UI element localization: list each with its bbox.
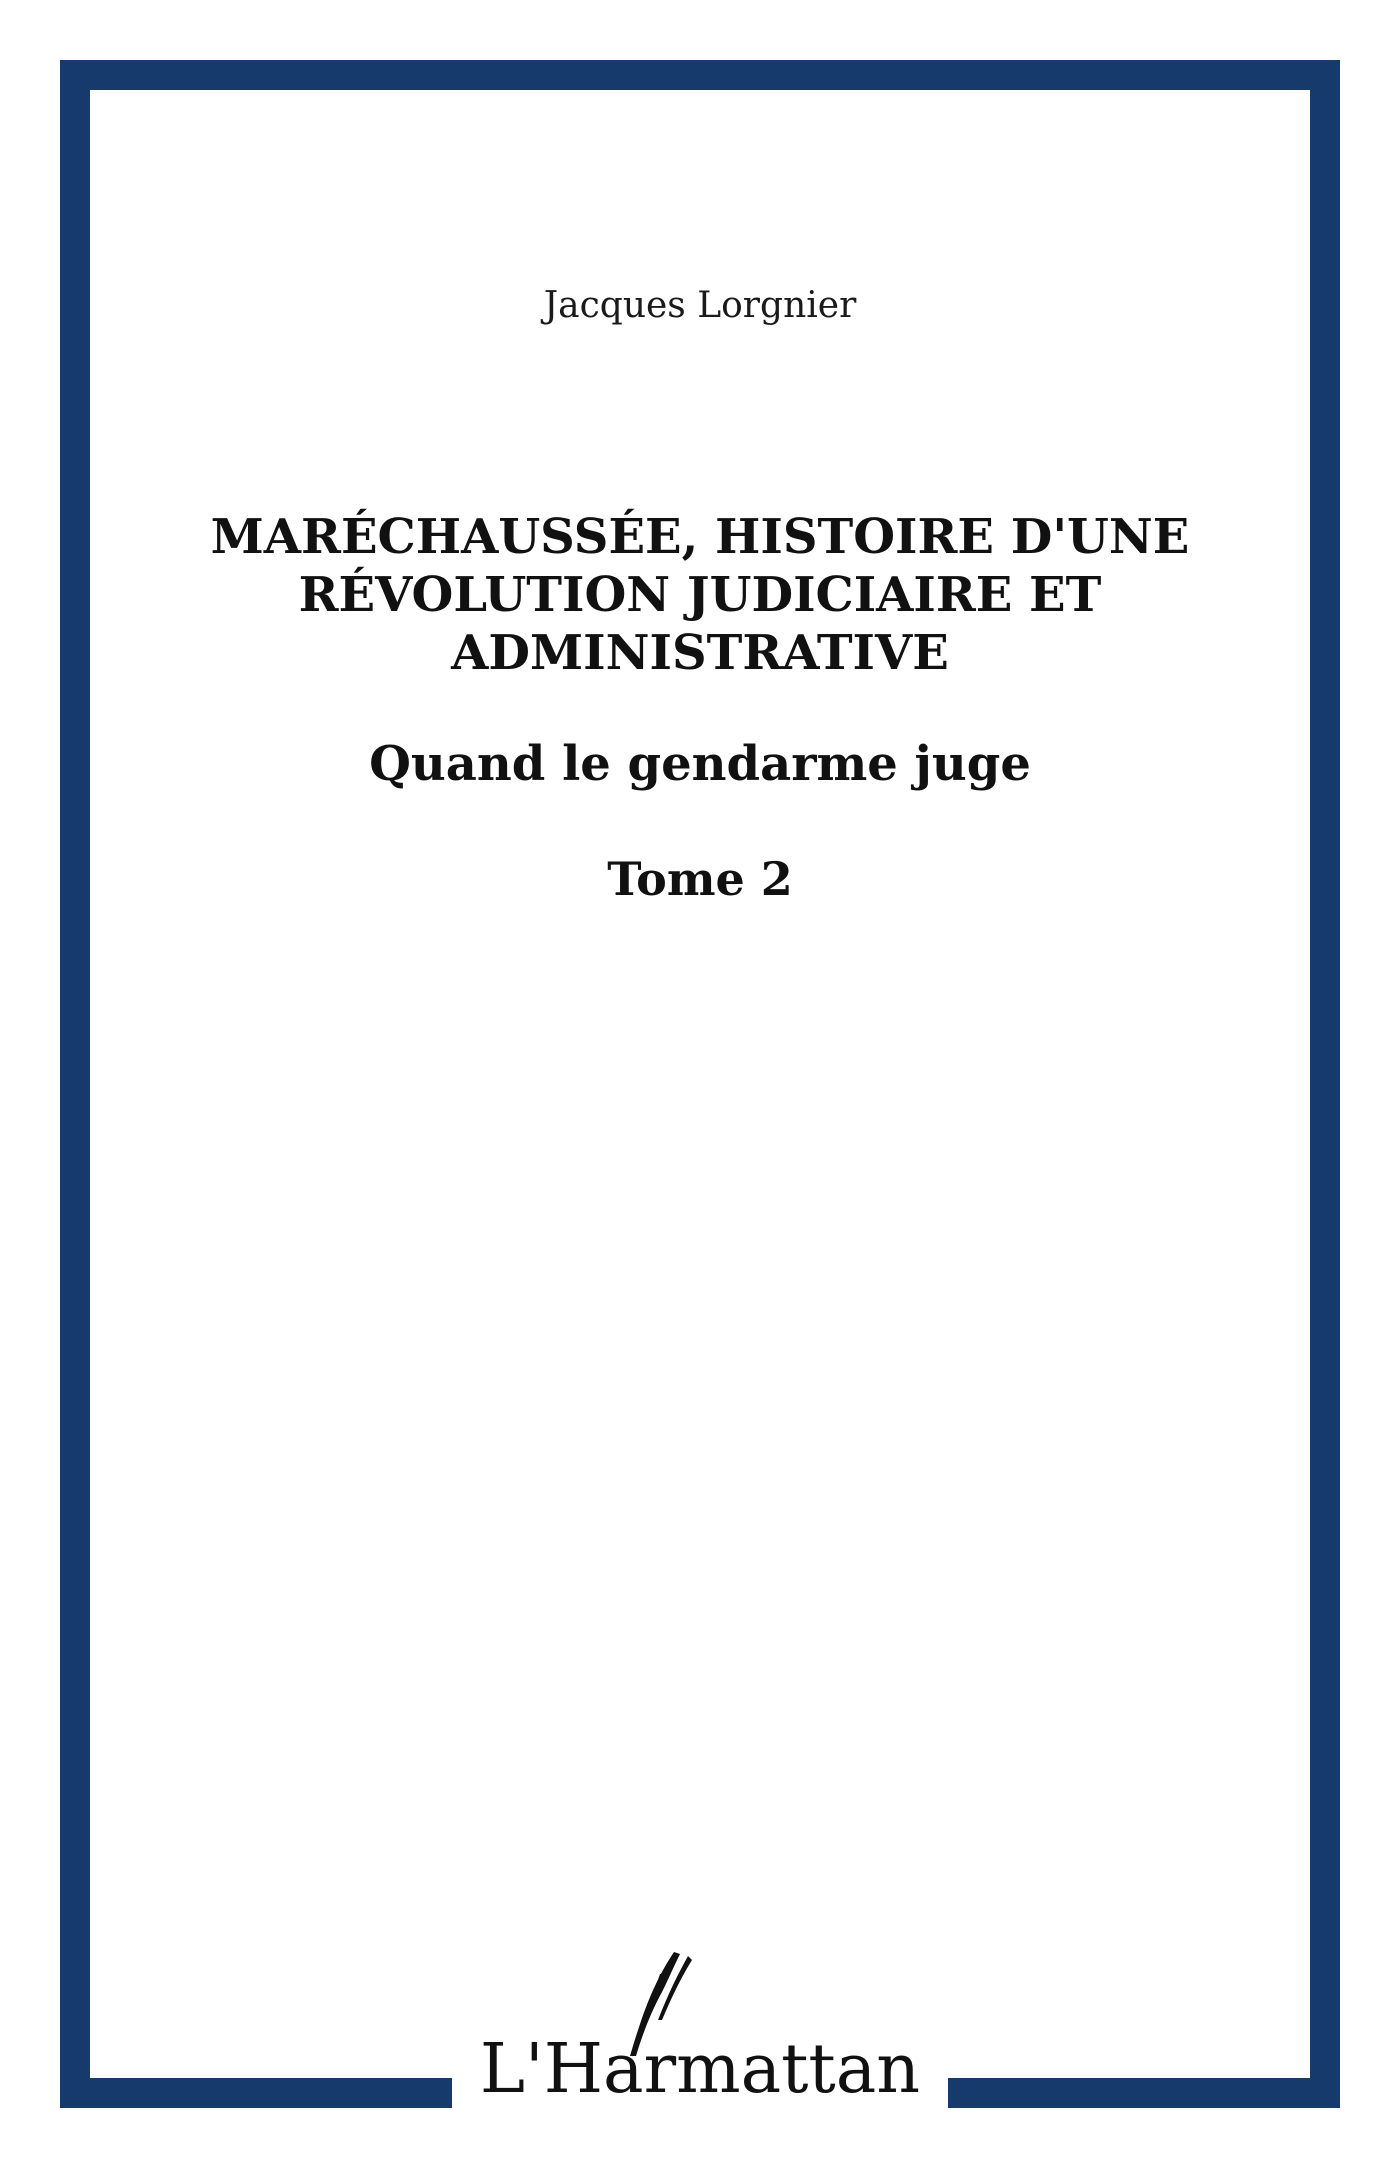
frame-bottom-left-border [60, 2078, 452, 2108]
author-name: Jacques Lorgnier [543, 285, 857, 326]
publisher-name: L'Harmattan [479, 2030, 921, 2109]
volume-label: Tome 2 [607, 852, 793, 906]
frame-bottom-right-border [948, 2078, 1340, 2108]
book-title [160, 508, 1240, 682]
book-title-line-2: RÉVOLUTION JUDICIAIRE ET [298, 567, 1102, 623]
book-title-line-1: MARÉCHAUSSÉE, HISTOIRE D'UNE [210, 509, 1190, 565]
book-title-line-3: ADMINISTRATIVE [451, 625, 949, 681]
publisher-logo [460, 1950, 940, 2110]
book-subtitle: Quand le gendarme juge [369, 736, 1031, 792]
frame-left-border [60, 60, 90, 2108]
frame-right-border [1310, 60, 1340, 2108]
frame-top-border [60, 60, 1340, 90]
